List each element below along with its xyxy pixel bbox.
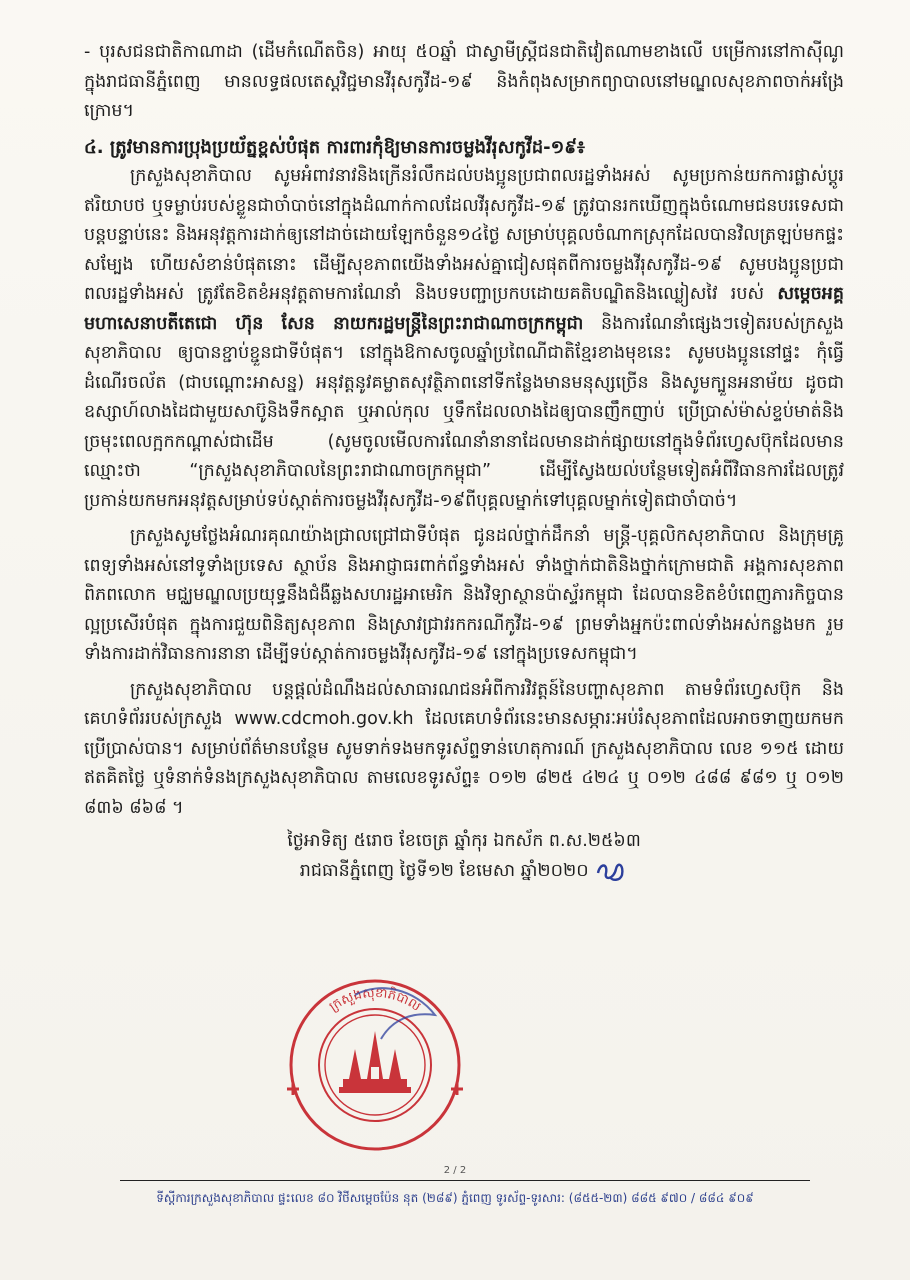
paragraph-main	[84, 162, 844, 516]
footer-divider	[120, 1180, 810, 1181]
paragraph-main-part-b: និងការណែនាំផ្សេងៗទៀតរបស់ក្រសួងសុខាភិបាល ឲ្យបានខ្ជាប់ខ្ជួនជាទីបំផុត។ នៅក្នុងឱកាសចូលឆ្នាំប្រពៃណីជាតិខ្មែរខាងមុខនេះ សូមបងប្អូននៅផ្ទះ កុំធ្វើដំណើរចល័ត (ជាបណ្ដោះអាសន្ន) អនុវត្តនូវគម្លាតសុវត្ថិភាពនៅទីកន្លែងមានមនុស្សច្រើន និងសូមក្បួនអនាម័យ ដូចជាឧស្សាហ៍លាងដៃជាមួយសាប៊ូនិងទឹកស្អាត ឬអាល់កុល ឬទឹកដែលលាងដៃឲ្យបានញឹកញាប់ ប្រើប្រាស់ម៉ាស់ខ្ទប់មាត់និងច្រមុះពេលក្អកកណ្ដាស់ជាដើម (សូមចូលមើលការណែនាំនានាដែលមានដាក់ផ្សាយនៅក្នុងទំព័រហ្វេសប៊ុកដែលមានឈ្មោះថា “ក្រសួងសុខាភិបាលនៃព្រះរាជាណាចក្រកម្ពុជា” ដើម្បីស្វែងយល់បន្ថែមទៀតអំពីវិធានការដែលត្រូវប្រកាន់យកមកអនុវត្តសម្រាប់ទប់ស្កាត់ការចម្លងវីរុសកូវីដ-១៩ពីបុគ្គលម្នាក់ទៅបុគ្គលម្នាក់ទៀតជាចាំបាច់។	[84, 313, 844, 511]
paragraph-main-part-a: ក្រសួងសុខាភិបាល សូមអំពាវនាវនិងក្រើនរំលឹកដល់បងប្អូនប្រជាពលរដ្ឋទាំងអស់ សូមប្រកាន់យកការផ្លាស់ប្ដូរឥរិយាបថ ឬទម្លាប់របស់ខ្លួនជាចាំបាច់នៅក្នុងដំណាក់កាលដែលវីរុសកូវីដ-១៩ ត្រូវបានរកឃើញក្នុងចំណោមជនបរទេសជាបន្តបន្ទាប់នេះ និងអនុវត្តការដាក់ឲ្យនៅដាច់ដោយឡែកចំនួន១៤ថ្ងៃ សម្រាប់បុគ្គលចំណាកស្រុកដែលបានវិលត្រឡប់មកផ្ទះសម្បែង ហើយសំខាន់បំផុតនោះ ដើម្បីសុខភាពយើងទាំងអស់គ្នាជៀសផុតពីការចម្លងវីរុសកូវីដ-១៩ សូមបងប្អូនប្រជាពលរដ្ឋទាំងអស់ ត្រូវតែខិតខំអនុវត្តតាមការណែនាំ និងបទបញ្ជាប្រកបដោយគតិបណ្ឌិតនិងឈ្លៀសវៃ របស់	[84, 166, 844, 304]
page-number: 2 / 2	[443, 1165, 467, 1176]
paragraph-contact: ក្រសួងសុខាភិបាល បន្តផ្តល់ដំណឹងដល់សាធារណជនអំពីការវិវត្តន៍នៃបញ្ហាសុខភាព តាមទំព័រហ្វេសប៊ុក និងគេហទំព័ររបស់ក្រសួង www.cdcmoh.gov.kh ដែលគេហទំព័រនេះមានសម្ភារៈអប់រំសុខភាពដែលអាចទាញយកមកប្រើប្រាស់បាន។ សម្រាប់ព័ត៌មានបន្ថែម សូមទាក់ទងមកទូរស័ព្ទទាន់ហេតុការណ៍ ក្រសួងសុខាភិបាល លេខ ១១៥ ដោយឥតគិតថ្លៃ ឬទំនាក់ទំនងក្រសួងសុខាភិបាល តាមលេខទូរស័ព្ទ៖ ០១២ ៨២៥ ៤២៤ ឬ ០១២ ៤៨៨ ៩៨១ ឬ ០១២ ៨៣៦ ៨៦៨ ។	[84, 679, 844, 818]
pm-name-title: សម្ដេចអគ្គមហាសេនាបតីតេជោ ហ៊ុន សែន នាយករដ្ឋមន្ត្រីនៃព្រះរាជាណាចក្រកម្ពុជា	[84, 284, 844, 334]
initial-mark	[594, 859, 628, 883]
date-solar-text: រាជធានីភ្នំពេញ ថ្ងៃទី១២ ខែមេសា ឆ្នាំ២០២០	[299, 860, 589, 881]
footer-address: ទីស្តីការក្រសួងសុខាភិបាល ផ្ទះលេខ ៨០ វិថីសម្ដេចប៉ែន នុត (២៨៩) ភ្នំពេញ ទូរស័ព្ទ-ទូរសារ: (៨៥៥-២៣) ៨៨៥ ៩៧០ / ៨៨៤ ៩០៩	[156, 1191, 754, 1205]
official-seal	[285, 975, 465, 1155]
paragraph-thanks: ក្រសួងសូមថ្លែងអំណរគុណយ៉ាងជ្រាលជ្រៅជាទីបំផុត ជូនដល់ថ្នាក់ដឹកនាំ មន្ត្រី-បុគ្គលិកសុខាភិបាល និងក្រុមគ្រូពេទ្យទាំងអស់នៅទូទាំងប្រទេស ស្ថាប័ន និងអាជ្ញាធរពាក់ព័ន្ធទាំងអស់ ទាំងថ្នាក់ជាតិនិងថ្នាក់ក្រោមជាតិ អង្គការសុខភាពពិភពលោក មជ្ឈមណ្ឌលប្រយុទ្ធនឹងជំងឺឆ្លងសហរដ្ឋអាមេរិក និងវិទ្យាស្ថានប៉ាស្ទ័រកម្ពុជា ដែលបានខិតខំបំពេញភារកិច្ចបានល្អប្រសើរបំផុត ក្នុងការជួយពិនិត្យសុខភាព និងស្រាវជ្រាវរកករណីកូវីដ-១៩ ព្រមទាំងអ្នកប៉ះពាល់ទាំងអស់កន្លងមក រួមទាំងការដាក់វិធានការនានា ដើម្បីទប់ស្កាត់ការចម្លងវីរុសកូវីដ-១៩ នៅក្នុងប្រទេសកម្ពុជា។	[84, 526, 844, 664]
date-lunar: ថ្ងៃអាទិត្យ ៥រោច ខែចេត្រ ឆ្នាំកុរ ឯកស័ក ព.ស.២៥៦៣	[287, 831, 641, 851]
section-heading: ៤. ត្រូវមានការប្រុងប្រយ័ត្នខ្ពស់បំផុត ការពារកុំឱ្យមានការចម្លងវីរុសកូវីដ-១៩៖	[84, 136, 585, 158]
document-body	[84, 38, 844, 886]
temple-emblem	[339, 1031, 411, 1093]
seal-outer-text: ក្រសួងសុខាភិបាល	[326, 985, 424, 1015]
date-solar	[84, 857, 844, 887]
paragraph-intro: - បុរសជនជាតិកាណាដា (ដើមកំណើតចិន) អាយុ ៥០ឆ្នាំ ជាស្វាមីស្ត្រីជនជាតិវៀតណាមខាងលើ បម្រើការនៅកាស៊ីណូក្នុងរាជធានីភ្នំពេញ មានលទ្ធផលតេស្តវិជ្ជមានវីរុសកូវីដ-១៩ និងកំពុងសម្រាកព្យាបាលនៅមណ្ឌលសុខភាពចាក់អង្រែក្រោម។	[84, 42, 844, 121]
